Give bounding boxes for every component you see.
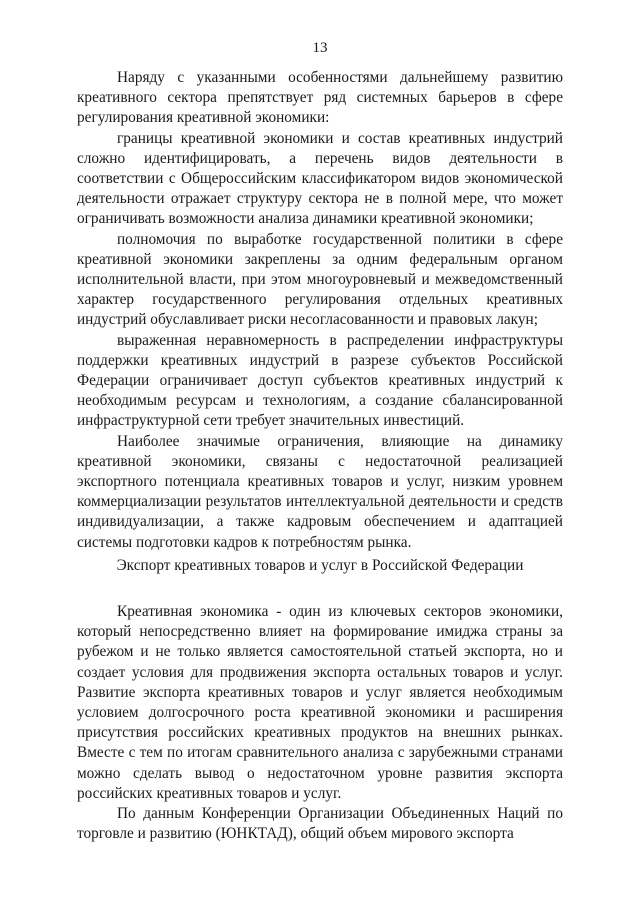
- paragraph: Наряду с указанными особенностями дальнейшему развитию креативного сектора препятствует ряд системных барьеров в сфере регулирования креативной экономики:: [77, 69, 563, 127]
- paragraph: Креативная экономика - один из ключевых секторов экономики, который непосредственно влияет на формирование имиджа страны за рубежом и не только является самостоятельной статьей экспорта, но и создает условия для продвижения экспорта остальных товаров и услуг. Развитие экспорта креативных товаров и услуг является необходимым условием долгосрочного роста креативной экономики и расширения присутствия российских креативных продуктов на внешних рынках. Вместе с тем по итогам сравнительного анализа с зарубежными странами можно сделать вывод о недостаточном уровне развития экспорта российских креативных товаров и услуг.: [77, 603, 563, 802]
- paragraph: полномочия по выработке государственной политики в сфере креативной экономики закреплены за одним федеральным органом исполнительной власти, при этом многоуровневый и межведомственный характер государственного регулирования отдельных креативных индустрий обуславливает риски несогласованности и правовых лакун;: [77, 230, 563, 329]
- paragraph: По данным Конференции Организации Объединенных Наций по торговле и развитию (ЮНКТАД), общий объем мирового экспорта: [77, 805, 563, 843]
- paragraph: Наиболее значимые ограничения, влияющие на динамику креативной экономики, связаны с недостаточной реализацией экспортного потенциала креативных товаров и услуг, низким уровнем коммерциализации результатов интеллектуальной деятельности и средств индивидуализации, а также кадровым обеспечением и адаптацией системы подготовки кадров к потребностям рынка.: [77, 432, 563, 551]
- paragraph: границы креативной экономики и состав креативных индустрий сложно идентифицировать, а перечень видов деятельности в соответствии с Общероссийским классификатором видов экономической деятельности отражает структуру сектора не в полной мере, что может ограничивать возможности анализа динамики креативной экономики;: [77, 129, 563, 228]
- section-export: [77, 602, 563, 844]
- section-barriers: [77, 68, 563, 553]
- section-heading: Экспорт креативных товаров и услуг в Российской Федерации: [116, 557, 524, 574]
- page-number: 13: [312, 40, 328, 56]
- paragraph: выраженная неравномерность в распределении инфраструктуры поддержки креативных индустрий в разрезе субъектов Российской Федерации ограничивает доступ субъектов креативных индустрий к необходимым ресурсам и технологиям, а создание сбалансированной инфраструктурной сети требует значительных инвестиций.: [77, 331, 563, 430]
